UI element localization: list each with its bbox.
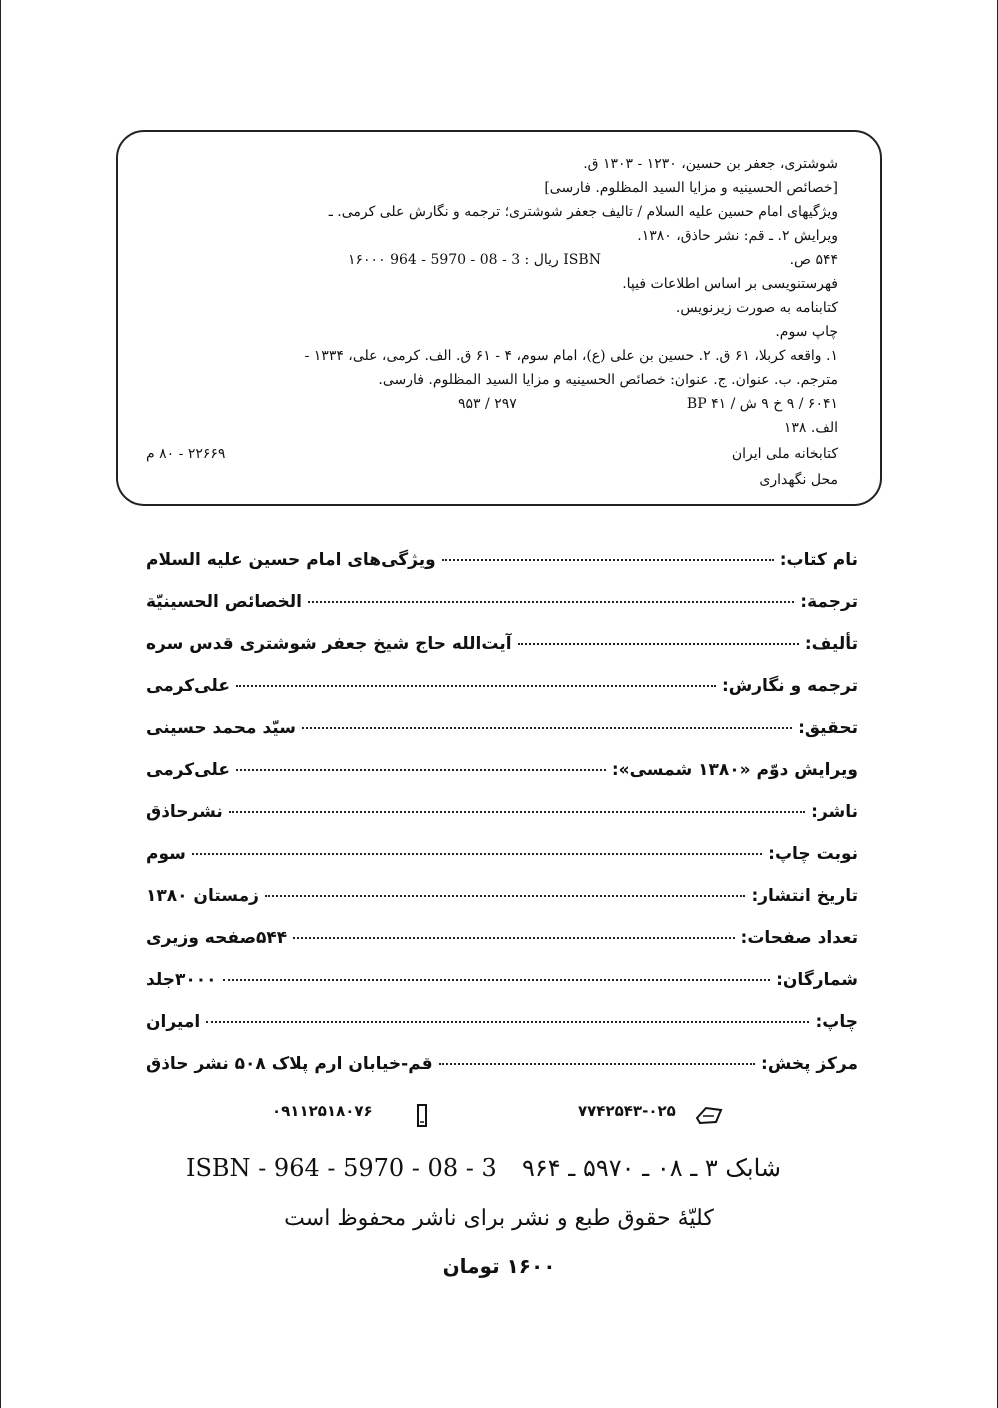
spec-row-distribution bbox=[146, 1054, 858, 1090]
spec-value: علی‌کرمی bbox=[146, 676, 230, 696]
spec-label: چاپ: bbox=[815, 1012, 858, 1032]
spec-value: ۵۴۴صفحه وزیری bbox=[146, 928, 288, 948]
spec-row-publish-date bbox=[146, 886, 858, 922]
spec-row-research bbox=[146, 718, 858, 754]
spec-label: ویرایش دوّم «۱۳۸۰ شمسی»: bbox=[611, 760, 858, 780]
catalog-library-code: ۲۲۶۶۹ - ۸۰ م bbox=[146, 446, 226, 462]
spec-row-printer bbox=[146, 1012, 858, 1048]
catalog-line: کتابخانه ملی ایران bbox=[731, 446, 838, 462]
catalog-line: مترجم. ب. عنوان. ج. عنوان: خصائص الحسینیه و مزایا السید المظلوم. فارسی. bbox=[378, 372, 838, 388]
spec-value: ویژگی‌های امام حسین علیه السلام bbox=[146, 550, 436, 570]
spec-value: زمستان ۱۳۸۰ bbox=[146, 886, 259, 906]
phone-number: ۷۷۴۲۵۴۳-۰۲۵ bbox=[578, 1102, 676, 1120]
spec-value: امیران bbox=[146, 1012, 201, 1032]
spec-label: نام کتاب: bbox=[779, 550, 858, 570]
dot-leader bbox=[229, 811, 805, 813]
mobile-number: ۰۹۱۱۲۵۱۸۰۷۶ bbox=[272, 1102, 373, 1120]
spec-value: الخصائص الحسينيّة bbox=[146, 592, 302, 612]
telephone-icon bbox=[694, 1104, 724, 1126]
spec-row-author bbox=[146, 634, 858, 670]
catalog-line: ویرایش ۲. ـ قم: نشر حاذق، ۱۳۸۰. bbox=[637, 228, 838, 244]
spec-value: علی‌کرمی bbox=[146, 760, 230, 780]
catalog-line: شوشتری، جعفر بن حسین، ۱۲۳۰ - ۱۳۰۳ ق. bbox=[583, 156, 838, 172]
dot-leader bbox=[442, 559, 774, 561]
catalog-line: ۱. واقعه کربلا، ۶۱ ق. ۲. حسین بن علی (ع)، امام سوم، ۴ - ۶۱ ق. الف. کرمی، علی، ۱۳۳۴ - bbox=[304, 348, 838, 364]
spec-value: ۳۰۰۰جلد bbox=[146, 970, 217, 990]
dot-leader bbox=[223, 979, 771, 981]
catalog-price-isbn: ۱۶۰۰۰ ریال : 3 - 08 - 5970 - 964 ISBN bbox=[348, 252, 601, 268]
dot-leader bbox=[236, 685, 716, 687]
dot-leader bbox=[265, 895, 746, 897]
spec-value: قم-خیابان ارم پلاک ۵۰۸ نشر حاذق bbox=[146, 1054, 433, 1074]
spec-label: ترجمة: bbox=[800, 592, 858, 612]
spec-row-page-count bbox=[146, 928, 858, 964]
spec-row-translation bbox=[146, 592, 858, 628]
dot-leader bbox=[192, 853, 762, 855]
spec-label: مرکز پخش: bbox=[761, 1054, 858, 1074]
isbn-persian: شابک ۳ ـ ۰۸ ـ ۵۹۷۰ ـ ۹۶۴ bbox=[522, 1154, 782, 1182]
spec-row-translator bbox=[146, 676, 858, 712]
book-price: ۱۶۰۰ تومان bbox=[442, 1254, 556, 1278]
spec-row-second-edition bbox=[146, 760, 858, 796]
catalog-line: محل نگهداری bbox=[759, 472, 838, 488]
isbn-latin: ISBN - 964 - 5970 - 08 - 3 bbox=[186, 1154, 497, 1182]
catalog-line: الف. ۱۳۸ bbox=[783, 420, 838, 436]
catalog-line: ۵۴۴ ص. bbox=[789, 252, 838, 268]
catalog-line: فهرستنویسی بر اساس اطلاعات فیپا. bbox=[622, 276, 838, 292]
dot-leader bbox=[308, 601, 794, 603]
dot-leader bbox=[293, 937, 734, 939]
spec-value: سیّد محمد حسینی bbox=[146, 718, 296, 738]
spec-value: آیت‌الله حاج شیخ جعفر شوشتری قدس سره bbox=[146, 634, 512, 654]
spec-row-publisher bbox=[146, 802, 858, 838]
dot-leader bbox=[518, 643, 799, 645]
page-edge-left bbox=[0, 0, 1, 1408]
spec-label: ترجمه و نگارش: bbox=[721, 676, 858, 696]
spec-row-book-name bbox=[146, 550, 858, 586]
spec-label: شمارگان: bbox=[776, 970, 858, 990]
catalog-dewey: ۲۹۷ / ۹۵۳ bbox=[458, 396, 517, 412]
catalog-box bbox=[116, 130, 882, 506]
spec-value: نشرحاذق bbox=[146, 802, 223, 822]
spec-label: تعداد صفحات: bbox=[740, 928, 858, 948]
spec-label: تحقیق: bbox=[798, 718, 858, 738]
spec-label: تاریخ انتشار: bbox=[751, 886, 858, 906]
spec-row-circulation bbox=[146, 970, 858, 1006]
dot-leader bbox=[206, 1021, 809, 1023]
catalog-line: ۶۰۴۱ / ۹ خ ۹ ش / BP ۴۱ bbox=[686, 396, 838, 412]
spec-label: ناشر: bbox=[811, 802, 858, 822]
catalog-line: چاپ سوم. bbox=[775, 324, 838, 340]
dot-leader bbox=[302, 727, 792, 729]
spec-row-print-run bbox=[146, 844, 858, 880]
catalog-line: [خصائص الحسینیه و مزایا السید المظلوم. فارسی] bbox=[544, 180, 838, 196]
spec-label: تألیف: bbox=[804, 634, 858, 654]
copyright-notice: کلیّهٔ حقوق طبع و نشر برای ناشر محفوظ است bbox=[284, 1206, 714, 1231]
catalog-line: ویژگیهای امام حسین علیه السلام / تالیف جعفر شوشتری؛ ترجمه و نگارش علی کرمی. ـ bbox=[328, 204, 838, 220]
dot-leader bbox=[439, 1063, 755, 1065]
mobile-phone-icon bbox=[416, 1104, 428, 1128]
dot-leader bbox=[236, 769, 606, 771]
spec-label: نوبت چاپ: bbox=[768, 844, 858, 864]
catalog-line: کتابنامه به صورت زیرنویس. bbox=[675, 300, 838, 316]
spec-value: سوم bbox=[146, 844, 186, 864]
